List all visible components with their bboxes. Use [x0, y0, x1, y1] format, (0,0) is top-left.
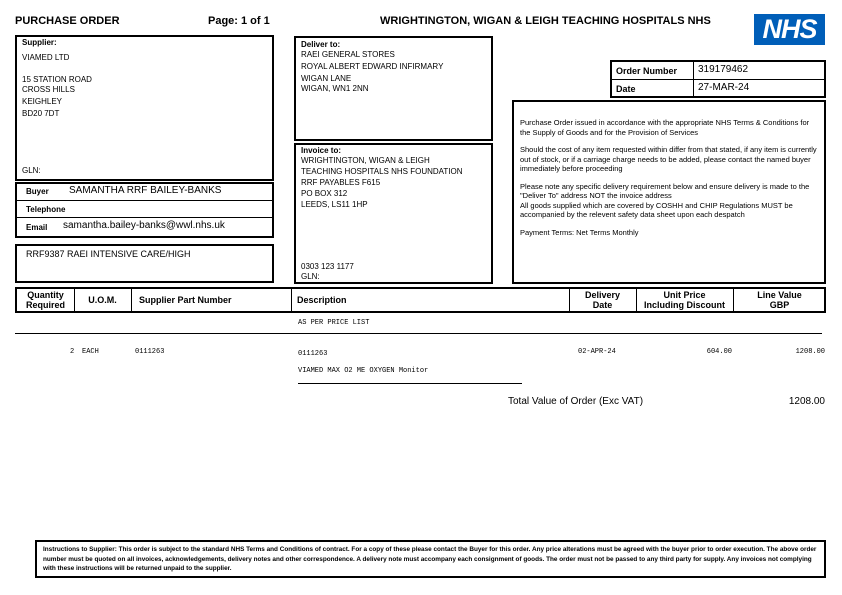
cost-centre: RRF9387 RAEI INTENSIVE CARE/HIGH: [26, 249, 191, 259]
header-line-value: Line Value GBP: [757, 290, 802, 310]
buyer-box: [15, 182, 274, 238]
email-value: samantha.bailey-banks@wwl.nhs.uk: [63, 220, 225, 231]
price-list-note: AS PER PRICE LIST: [298, 319, 370, 327]
supplier-instructions: Instructions to Supplier: This order is subject to the standard NHS Terms and Conditions of contract. For a copy of these please contact the Buyer for this order. Any price alterations must be agreed with the buyer prior to order execution. The above order number must be quoted on all invoices, acknowledgements, delivery notes and other correspondence. A delivery note must accompany each consignment of goods. The order must not be passed to any third party for supply. Any invoices not complying with these instructions will be returned unpaid to the supplier.: [35, 540, 826, 578]
invoice-line-1: WRIGHTINGTON, WIGAN & LEIGH: [301, 156, 430, 165]
row-qty: 2: [70, 348, 75, 356]
invoice-line-4: PO BOX 312: [301, 189, 348, 198]
row-unit-price: 604.00: [706, 348, 732, 356]
buyer-label: Buyer: [26, 187, 49, 196]
header-part-number: Supplier Part Number: [139, 295, 232, 305]
terms-paragraph-1: Purchase Order issued in accordance with the appropriate NHS Terms & Conditions for the Supply of Goods and for the Provision of Services: [520, 118, 810, 137]
invoice-to-label: Invoice to:: [301, 146, 342, 155]
row-description-detail: VIAMED MAX O2 ME OXYGEN Monitor: [298, 367, 429, 375]
deliver-line-4: WIGAN, WN1 2NN: [301, 84, 369, 93]
invoice-line-3: RRF PAYABLES F615: [301, 178, 381, 187]
header-delivery-date: Delivery Date: [584, 290, 621, 310]
deliver-line-2: ROYAL ALBERT EDWARD INFIRMARY: [301, 62, 444, 71]
table-header: [15, 287, 826, 313]
buyer-name: SAMANTHA RRF BAILEY-BANKS: [69, 185, 222, 196]
header-uom: U.O.M.: [88, 295, 117, 305]
invoice-line-2: TEACHING HOSPITALS NHS FOUNDATION: [301, 167, 463, 176]
invoice-line-5: LEEDS, LS11 1HP: [301, 200, 368, 209]
terms-box: [512, 100, 826, 284]
email-label: Email: [26, 223, 48, 232]
organisation-name: WRIGHTINGTON, WIGAN & LEIGH TEACHING HOSPITALS NHS: [380, 15, 711, 27]
invoice-phone: 0303 123 1177: [301, 262, 354, 271]
terms-paragraph-2: Should the cost of any item requested within differ from that stated, if any item is currently out of stock, or if a carriage charge needs to be added, please contact the named buyer immediately before proceeding: [520, 145, 817, 173]
supplier-address-2: CROSS HILLS: [22, 85, 75, 94]
order-number-label: Order Number: [616, 66, 678, 76]
supplier-name: VIAMED LTD: [22, 53, 70, 62]
order-info-box: [610, 60, 826, 98]
header-quantity: Quantity Required: [25, 290, 65, 310]
deliver-line-3: WIGAN LANE: [301, 74, 352, 83]
document-title: PURCHASE ORDER: [15, 15, 120, 27]
deliver-to-box: [294, 36, 493, 141]
invoice-gln: GLN:: [301, 272, 320, 281]
row-description: 0111263: [298, 350, 328, 358]
cost-centre-box: [15, 244, 274, 283]
terms-paragraph-3: Please note any specific delivery requirement below and ensure delivery is made to the "Deliver To" address NOT the invoice address All goods supplied which are covered by COSHH and CHIP Regulations MUST be accompanied by the relevent safety data sheet upon each despatch: [520, 181, 810, 219]
deliver-line-1: RAEI GENERAL STORES: [301, 50, 395, 59]
nhs-logo: NHS: [754, 14, 825, 45]
order-date: 27-MAR-24: [698, 82, 750, 93]
supplier-address-4: BD20 7DT: [22, 109, 60, 118]
payment-terms: Payment Terms: Net Terms Monthly: [520, 227, 639, 237]
order-date-label: Date: [616, 84, 636, 94]
header-description: Description: [297, 295, 347, 305]
row-line-value: 1208.00: [795, 348, 825, 356]
supplier-address-3: KEIGHLEY: [22, 97, 63, 106]
row-uom: EACH: [82, 348, 99, 356]
total-label: Total Value of Order (Exc VAT): [508, 396, 644, 407]
total-value: 1208.00: [788, 396, 825, 407]
page-number: Page: 1 of 1: [208, 15, 270, 27]
supplier-gln: GLN:: [22, 166, 41, 175]
order-number: 319179462: [698, 64, 749, 75]
supplier-label: Supplier:: [22, 38, 57, 47]
row-delivery-date: 02-APR-24: [578, 348, 616, 356]
row-part-number: 0111263: [135, 348, 165, 356]
telephone-label: Telephone: [26, 205, 66, 214]
header-unit-price: Unit Price Including Discount: [644, 290, 725, 310]
supplier-address-1: 15 STATION ROAD: [22, 75, 92, 84]
deliver-to-label: Deliver to:: [301, 40, 341, 49]
supplier-box: [15, 35, 274, 181]
invoice-to-box: [294, 143, 493, 284]
